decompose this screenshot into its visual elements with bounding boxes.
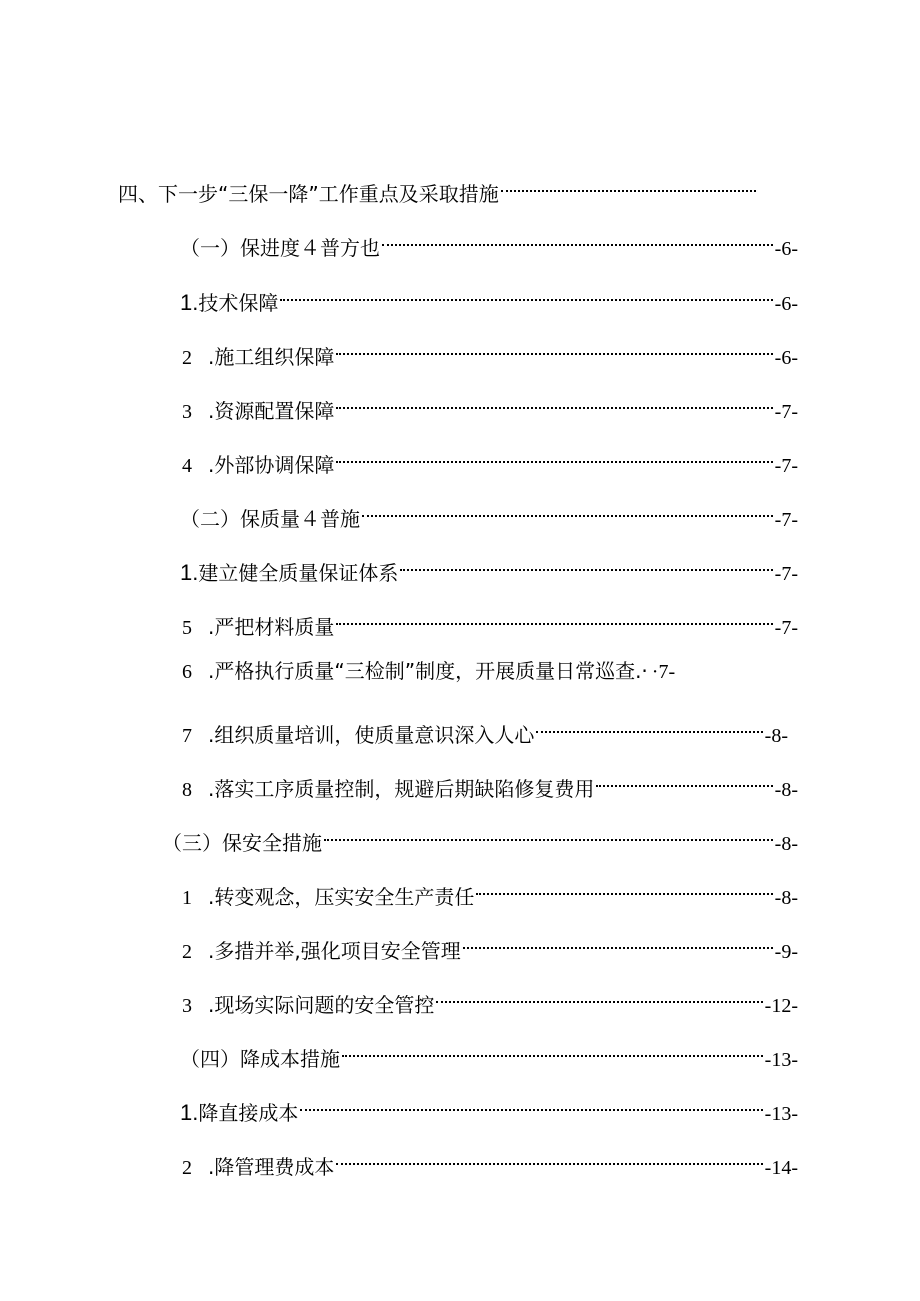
toc-leader-dots <box>596 762 772 796</box>
toc-entry-title: .严把材料质量 <box>208 615 335 639</box>
toc-entry-title: （二）保质量４普施 <box>180 507 360 531</box>
toc-entry[interactable] <box>182 708 788 747</box>
toc-entry[interactable] <box>182 654 798 688</box>
toc-leader-dots <box>536 708 762 742</box>
toc-entry-number: 1 <box>182 887 192 909</box>
toc-page-number: -6- <box>774 293 798 315</box>
toc-leader-dots <box>336 1140 762 1174</box>
toc-page-number: ·7- <box>651 661 676 683</box>
toc-entry-number: 6 <box>182 661 192 683</box>
toc-leader-dots <box>300 1086 762 1120</box>
toc-entry[interactable] <box>182 384 798 423</box>
toc-leader-dots <box>382 221 773 255</box>
toc-entry[interactable] <box>180 221 798 260</box>
toc-entry[interactable] <box>182 870 798 909</box>
toc-entry-number: 1. <box>180 560 199 585</box>
toc-entry-title: .多措并举,强化项目安全管理 <box>208 939 461 963</box>
toc-leader-dots <box>280 276 772 310</box>
toc-entry-number: 8 <box>182 779 192 801</box>
toc-page-number: -13- <box>764 1049 798 1071</box>
toc-leader-dots <box>476 870 772 904</box>
toc-page-number: -8- <box>774 779 798 801</box>
toc-entry[interactable] <box>182 1140 798 1179</box>
toc-entry-title: 四、下一步“三保一降”工作重点及采取措施 <box>118 182 499 206</box>
toc-entry-title: 技术保障 <box>198 291 279 315</box>
toc-page-number: -13- <box>764 1103 798 1125</box>
toc-entry-title: .降管理费成本 <box>208 1155 335 1179</box>
toc-page-number: -7- <box>774 455 798 477</box>
toc-entry-number: 2 <box>182 347 192 369</box>
toc-entry[interactable] <box>162 816 798 855</box>
toc-leader-dots <box>336 384 772 418</box>
toc-leader-dots <box>336 330 772 364</box>
toc-page-number: -8- <box>764 725 788 747</box>
toc-entry-title: .严格执行质量“三检制”制度，开展质量日常巡查.· <box>208 659 648 683</box>
toc-entry-title: .施工组织保障 <box>208 345 335 369</box>
toc-entry-title: .外部协调保障 <box>208 453 335 477</box>
toc-entry-title: （四）降成本措施 <box>180 1047 340 1071</box>
toc-entry-title: （一）保进度４普方也 <box>180 236 380 260</box>
toc-page-number: -12- <box>764 995 798 1017</box>
toc-entry-number: 5 <box>182 617 192 639</box>
toc-entry-number: 7 <box>182 725 192 747</box>
toc-entry-title: .资源配置保障 <box>208 399 335 423</box>
toc-entry[interactable] <box>182 438 798 477</box>
toc-page-number: -8- <box>774 833 798 855</box>
toc-page-number: -7- <box>774 563 798 585</box>
toc-leader-dots <box>342 1032 763 1066</box>
toc-entry-number: 3 <box>182 995 192 1017</box>
toc-entry-title: .转变观念，压实安全生产责任 <box>208 885 475 909</box>
toc-entry-title: .组织质量培训，使质量意识深入人心 <box>208 723 535 747</box>
toc-leader-dots <box>463 924 773 958</box>
toc-leader-dots <box>400 546 772 580</box>
toc-leader-dots <box>501 167 756 201</box>
toc-entry-title: （三）保安全措施 <box>162 831 322 855</box>
toc-entry-number: 1. <box>180 290 199 315</box>
toc-page-number: -7- <box>774 509 798 531</box>
toc-leader-dots <box>336 600 772 634</box>
toc-entry[interactable] <box>180 1086 798 1125</box>
toc-leader-dots <box>336 438 772 472</box>
toc-entry-number: 2 <box>182 941 192 963</box>
toc-page-number: -6- <box>774 347 798 369</box>
toc-entry-title: 建立健全质量保证体系 <box>198 561 399 585</box>
toc-entry-number: 3 <box>182 401 192 423</box>
toc-entry-number: 2 <box>182 1157 192 1179</box>
toc-page-number: -9- <box>774 941 798 963</box>
toc-entry[interactable] <box>182 330 798 369</box>
toc-entry[interactable] <box>182 600 798 639</box>
toc-page-number: -7- <box>774 617 798 639</box>
toc-entry[interactable] <box>182 978 798 1017</box>
toc-leader-dots <box>362 492 773 526</box>
toc-entry[interactable] <box>180 492 798 531</box>
toc-entry-number: 1. <box>180 1100 199 1125</box>
toc-entry[interactable] <box>180 546 798 585</box>
toc-page-number: -6- <box>774 238 798 260</box>
toc-entry-number: 4 <box>182 455 192 477</box>
toc-leader-dots <box>324 816 773 850</box>
toc-page-number: -7- <box>774 401 798 423</box>
toc-entry-title: .落实工序质量控制，规避后期缺陷修复费用 <box>208 777 595 801</box>
toc-entry[interactable] <box>118 167 758 206</box>
toc-page-number: -8- <box>774 887 798 909</box>
toc-entry[interactable] <box>180 1032 798 1071</box>
toc-entry[interactable] <box>182 924 798 963</box>
toc-leader-dots <box>436 978 762 1012</box>
toc-entry[interactable] <box>182 762 798 801</box>
toc-page-number: -14- <box>764 1157 798 1179</box>
toc-entry-title: .现场实际问题的安全管控 <box>208 993 435 1017</box>
toc-entry[interactable] <box>180 276 798 315</box>
toc-entry-title: 降直接成本 <box>198 1101 299 1125</box>
